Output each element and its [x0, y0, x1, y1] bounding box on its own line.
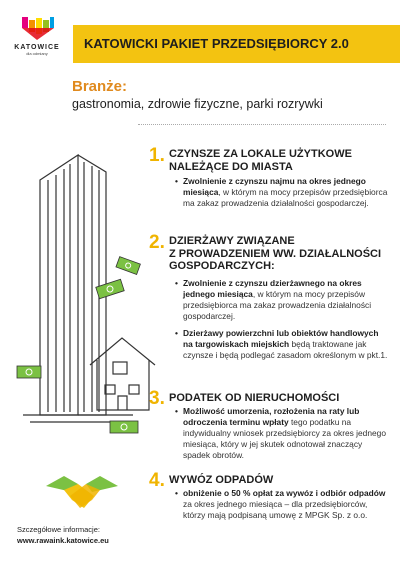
- banknote-icon: [15, 362, 43, 382]
- section-title-line: GOSPODARCZYCH:: [169, 260, 275, 273]
- section-4-title: [169, 474, 273, 487]
- item-text: , w którym na mocy przepisów przedsiębiorca ma zakaz prowadzenia działalności gospodarczej.: [183, 187, 388, 208]
- section-2-title: [169, 235, 381, 273]
- section-2-items: [175, 278, 390, 367]
- dotted-divider: [138, 124, 386, 125]
- details-link[interactable]: www.rawaink.katowice.eu: [17, 536, 109, 545]
- section-3-title: [169, 392, 339, 405]
- industries-heading: Branże:: [72, 78, 128, 95]
- katowice-logo-icon: [19, 14, 55, 42]
- list-item: [175, 406, 390, 461]
- item-text: za okres jednego miesiąca – dla przedsiębiorców, którzy mają podpisaną umowę z MPGK Sp. z o.o.: [183, 499, 368, 520]
- section-title-line: WYWÓZ ODPADÓW: [169, 474, 274, 486]
- item-bold: Zwolnienie z czynszu dzierżawnego na okres jednego miesiąca: [183, 278, 362, 299]
- section-3-items: [175, 406, 390, 467]
- section-4-number: 4.: [149, 470, 165, 491]
- section-title-line: PODATEK OD NIERUCHOMOŚCI: [169, 392, 340, 404]
- item-text: , w którym na mocy przepisów przedsiębiorca ma zakaz prowadzenia działalności gospodarczej.: [183, 289, 372, 321]
- section-4-items: [175, 488, 390, 527]
- section-1-items: [175, 176, 390, 215]
- section-1-title: [169, 148, 352, 173]
- item-bold: Możliwość umorzenia, rozłożenia na raty lub odroczenia terminu wpłaty: [183, 406, 360, 427]
- item-text: tego podatku na indywidualny wniosek przedsiębiorcy za okres jednego miesiąca, który w jej skutek odnotował znaczący spadek obrotów.: [183, 417, 386, 460]
- section-title-line: NALEŻĄCE DO MIASTA: [169, 160, 293, 173]
- banknote-icon: [108, 418, 140, 436]
- section-3-number: 3.: [149, 388, 165, 409]
- item-bold: obniżenie o 50 % opłat za wywóz i odbiór odpadów: [183, 488, 386, 498]
- section-title-line: CZYNSZE ZA LOKALE UŻYTKOWE: [169, 148, 352, 160]
- item-text: będą traktowane jak czynsze i będą podlegać zasadom określonym w pkt.1.: [183, 339, 388, 360]
- banknote-icon: [94, 278, 126, 300]
- katowice-logo: [10, 14, 64, 56]
- details-label: Szczegółowe informacje:: [17, 525, 100, 534]
- section-1-number: 1.: [149, 145, 165, 166]
- title-banner: [73, 25, 400, 63]
- section-2-number: 2.: [149, 232, 165, 253]
- page-title: KATOWICKI PAKIET PRZEDSIĘBIORCY 2.0: [84, 36, 349, 51]
- section-title-line: Z PROWADZENIEM WW. DZIAŁALNOŚCI: [169, 247, 382, 260]
- list-item: [175, 488, 390, 521]
- list-item: [175, 278, 390, 322]
- logo-name: KATOWICE: [14, 44, 60, 51]
- section-title-line: DZIERŻAWY ZWIĄZANE: [169, 235, 295, 247]
- list-item: [175, 176, 390, 209]
- industries-list: gastronomia, zdrowie fizyczne, parki rozrywki: [72, 97, 323, 111]
- banknote-icon: [115, 256, 141, 276]
- item-bold: Zwolnienie z czynszu najmu na okres jednego miesiąca: [183, 176, 366, 197]
- item-bold: Dzierżawy powierzchni lub obiektów handlowych na targowiskach miejskich: [183, 328, 379, 349]
- logo-tagline: dla odmiany: [26, 51, 48, 56]
- list-item: [175, 328, 390, 361]
- handshake-icon: [42, 470, 122, 514]
